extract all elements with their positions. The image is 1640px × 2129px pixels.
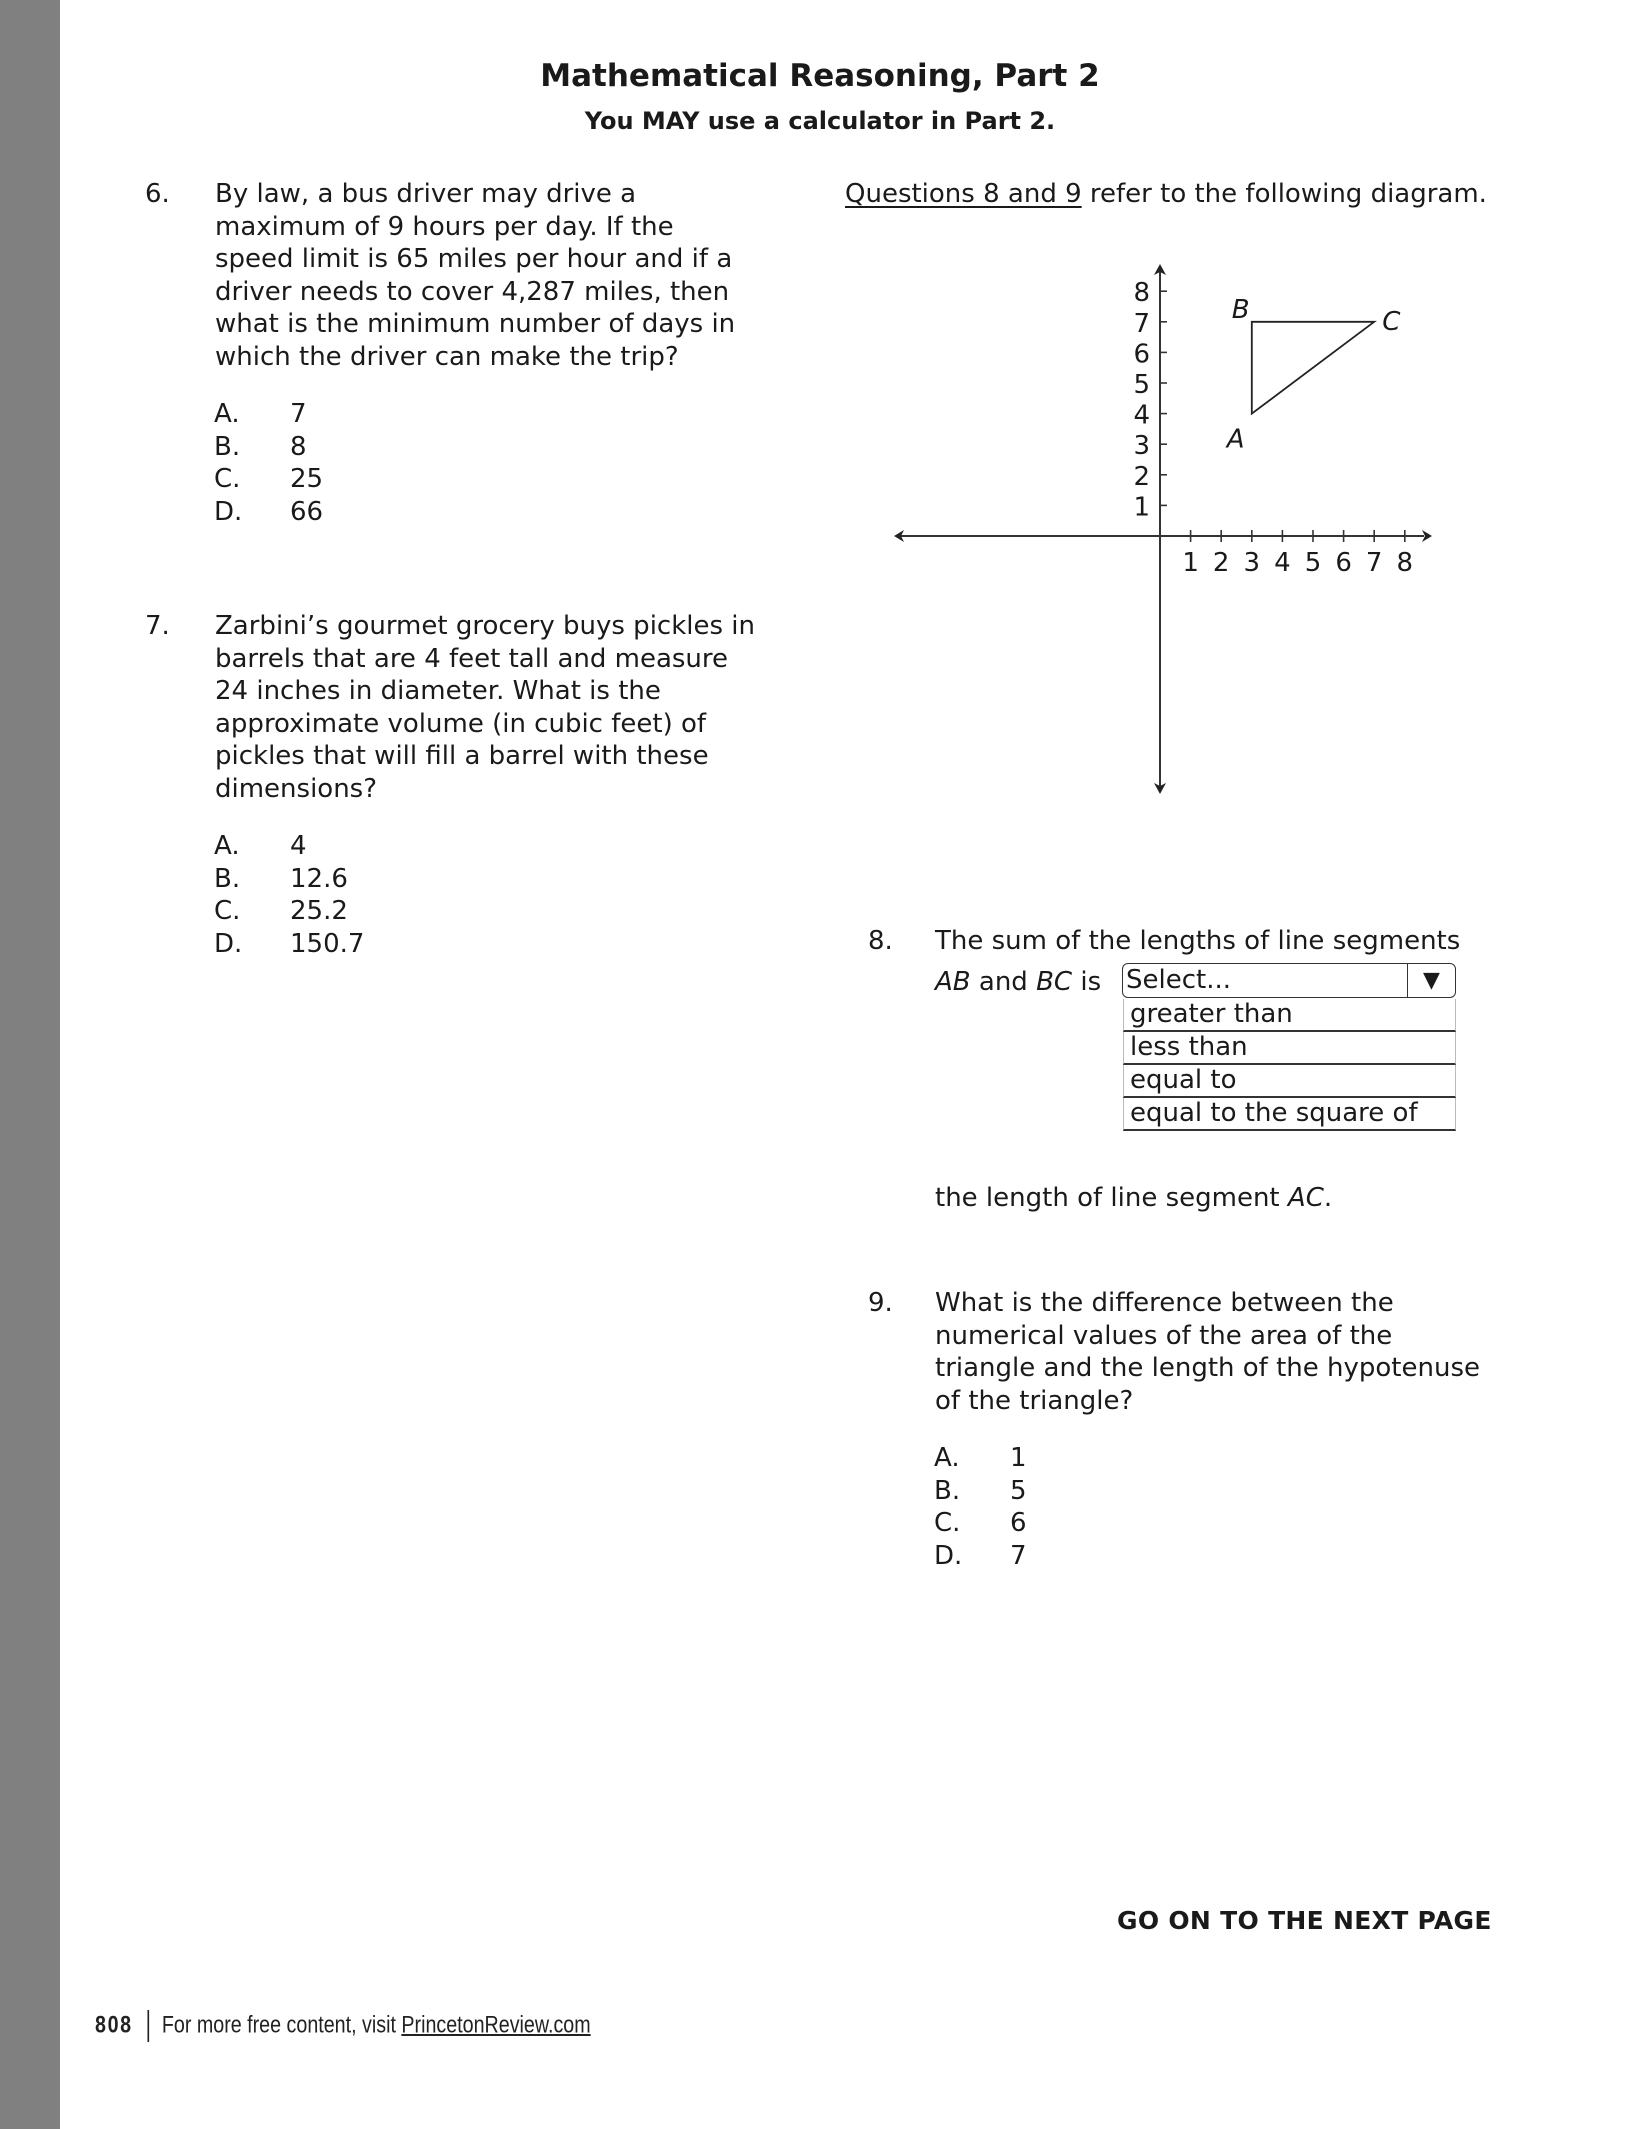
x-tick-label: 7: [1365, 548, 1383, 578]
tail-text: .: [1323, 1183, 1333, 1213]
question-line: numerical values of the area of the: [935, 1320, 1393, 1351]
page-side-bar: [0, 0, 60, 2129]
point-label-c: C: [1382, 306, 1401, 337]
question-text: [215, 178, 735, 373]
dropdown-selected-value: Select...: [1126, 965, 1232, 995]
choice-letter: D.: [214, 928, 243, 959]
x-axis-right-arrow-icon: [1422, 530, 1432, 542]
choice-letter: C.: [214, 896, 241, 926]
question-text-line2: [935, 966, 1101, 999]
choice-letter: A.: [934, 1443, 960, 1473]
choice-letter: C.: [214, 464, 241, 494]
question-line: what is the minimum number of days in: [215, 309, 736, 339]
question-line: The sum of the lengths of line segments: [935, 926, 1461, 956]
y-tick-label: 7: [1133, 308, 1150, 339]
point-label-a: A: [1226, 424, 1245, 455]
dropdown-arrow-icon[interactable]: ▼: [1407, 964, 1455, 997]
x-tick-label: 8: [1396, 548, 1414, 578]
point-label-b: B: [1231, 294, 1250, 325]
choice-value: 12.6: [290, 863, 348, 894]
choice-value: 5: [1010, 1475, 1027, 1506]
page-footer: [95, 2010, 591, 2042]
choice-value: 66: [290, 496, 324, 527]
dropdown-option-equal-to-square-of[interactable]: equal to the square of: [1123, 1098, 1456, 1131]
intro-underlined: Questions 8 and 9: [845, 179, 1082, 209]
choice-letter: D.: [934, 1540, 963, 1571]
x-tick-label: 2: [1212, 548, 1230, 578]
question-tail: [935, 1182, 1332, 1215]
choice-letter: B.: [214, 431, 241, 462]
segment-ab: AB: [935, 967, 971, 997]
question-line: triangle and the length of the hypotenuse: [935, 1353, 1480, 1383]
segment-bc: BC: [1036, 967, 1073, 997]
choice-value: 4: [290, 831, 307, 861]
choice-letter: B.: [214, 863, 241, 894]
question-line: Zarbini’s gourmet grocery buys pickles in: [215, 611, 755, 641]
question-line: 24 inches in diameter. What is the: [215, 676, 661, 706]
y-tick-label: 5: [1133, 370, 1150, 400]
choice-value: 7: [1010, 1540, 1027, 1571]
dropdown-options-list: [1123, 999, 1456, 1131]
question-line: barrels that are 4 feet tall and measure: [215, 643, 729, 674]
choice-letter: A.: [214, 831, 240, 861]
question-line: approximate volume (in cubic feet) of: [215, 708, 707, 739]
x-tick-label: 3: [1243, 548, 1261, 578]
choice-value: 8: [290, 431, 307, 462]
x-tick-label: 5: [1304, 548, 1322, 578]
dropdown-option-less-than[interactable]: less than: [1123, 1032, 1456, 1065]
choice-value: 1: [1010, 1443, 1027, 1473]
question-text: [215, 610, 755, 805]
y-tick-label: 3: [1133, 431, 1150, 462]
y-tick-label: 6: [1133, 339, 1150, 370]
y-tick-label: 4: [1133, 400, 1150, 431]
tail-text: the length of line segment: [935, 1183, 1288, 1213]
princeton-review-link[interactable]: PrincetonReview.com: [401, 2011, 591, 2039]
question-line: What is the difference between the: [935, 1288, 1394, 1318]
question-line: driver needs to cover 4,287 miles, then: [215, 276, 730, 307]
choice-value: 7: [290, 399, 307, 429]
choice-value: 25: [290, 464, 324, 494]
x-tick-label: 6: [1335, 548, 1352, 578]
question-line: maximum of 9 hours per day. If the: [215, 211, 674, 242]
connector-text: and: [970, 967, 1037, 997]
question-line: of the triangle?: [935, 1385, 1134, 1416]
question-text: [935, 925, 1460, 958]
choice-letter: C.: [934, 1508, 961, 1538]
footer-divider: [148, 2010, 149, 2042]
y-axis-down-arrow-icon: [1154, 783, 1166, 794]
choice-letter: A.: [214, 399, 240, 429]
y-tick-label: 1: [1133, 492, 1150, 523]
question-number: 7.: [145, 611, 170, 641]
dropdown-option-equal-to[interactable]: equal to: [1123, 1065, 1456, 1098]
choice-value: 150.7: [290, 928, 365, 959]
x-axis-left-arrow-icon: [894, 530, 904, 542]
x-tick-label: 1: [1182, 548, 1199, 578]
question-line: speed limit is 65 miles per hour and if a: [215, 244, 733, 274]
footer-text: For more free content, visit: [161, 2011, 402, 2039]
dropdown-option-greater-than[interactable]: greater than: [1123, 999, 1456, 1032]
question-number: 6.: [145, 179, 170, 209]
choice-value: 6: [1010, 1508, 1027, 1538]
question-line: dimensions?: [215, 773, 378, 804]
choice-value: 25.2: [290, 896, 348, 926]
question-line: which the driver can make the trip?: [215, 341, 679, 372]
question-line: pickles that will fill a barrel with these: [215, 741, 709, 771]
page-subtitle: You MAY use a calculator in Part 2.: [584, 107, 1056, 135]
y-tick-label: 8: [1133, 278, 1150, 309]
intro-rest: refer to the following diagram.: [1081, 179, 1487, 209]
choice-letter: B.: [934, 1475, 961, 1506]
diagram-intro: [845, 178, 1487, 211]
page-number: 808: [95, 2011, 133, 2039]
connector-text: is: [1072, 967, 1102, 997]
segment-ac: AC: [1287, 1183, 1324, 1213]
question-text: [935, 1287, 1480, 1417]
choice-letter: D.: [214, 496, 243, 527]
x-tick-label: 4: [1274, 548, 1291, 578]
triangle-abc: [1252, 322, 1374, 414]
comparison-dropdown[interactable]: [1122, 963, 1456, 998]
go-to-next-page-notice: GO ON TO THE NEXT PAGE: [1117, 1906, 1492, 1935]
y-axis-up-arrow-icon: [1154, 264, 1166, 275]
y-tick-label: 2: [1133, 461, 1150, 492]
question-line: By law, a bus driver may drive a: [215, 179, 637, 209]
page-title: Mathematical Reasoning, Part 2: [540, 58, 1100, 94]
question-number: 8.: [868, 926, 893, 956]
question-number: 9.: [868, 1288, 893, 1318]
